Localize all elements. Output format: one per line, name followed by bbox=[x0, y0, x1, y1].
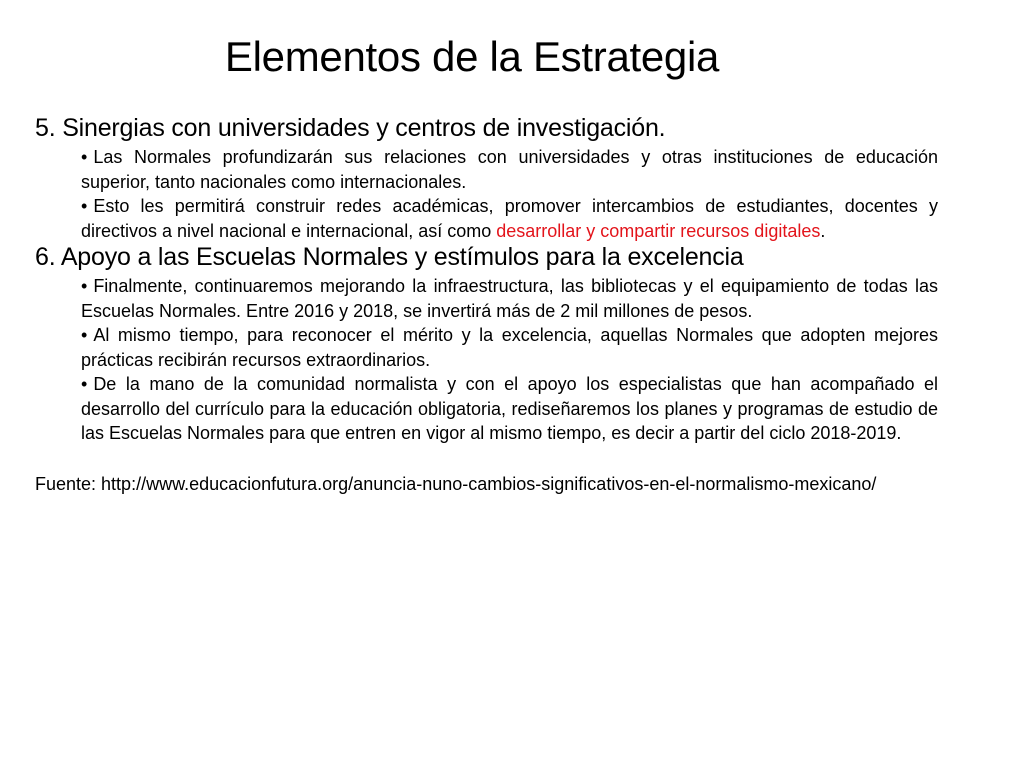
source-citation: Fuente: http://www.educacionfutura.org/anuncia-nuno-cambios-significativos-en-el-normalismo-mexicano/ bbox=[35, 473, 877, 494]
bullet-icon: • bbox=[81, 276, 88, 296]
bullet-item bbox=[81, 274, 938, 323]
bullet-item bbox=[81, 323, 938, 372]
bullet-icon: • bbox=[81, 374, 88, 394]
slide-title: Elementos de la Estrategia bbox=[224, 33, 720, 80]
bullet-item bbox=[81, 194, 938, 243]
section-heading-6: 6. Apoyo a las Escuelas Normales y estímulos para la excelencia bbox=[35, 243, 744, 271]
bullet-item bbox=[81, 145, 938, 194]
slide-content bbox=[35, 112, 938, 514]
bullet-text-end: . bbox=[820, 220, 826, 241]
section-6-bullets bbox=[35, 274, 938, 446]
bullet-text: Las Normales profundizarán sus relaciones con universidades y otras instituciones de educación superior, tanto nacionales como internacionales. bbox=[81, 147, 938, 192]
bullet-text: Esto les permitirá construir redes académicas, promover intercambios de estudiantes, docentes y directivos a nivel nacional e internacional, así como bbox=[81, 196, 938, 241]
section-heading-5: 5. Sinergias con universidades y centros de investigación. bbox=[35, 114, 666, 142]
highlighted-text: desarrollar y compartir recursos digitales bbox=[496, 220, 821, 241]
bullet-item bbox=[81, 372, 938, 446]
bullet-icon: • bbox=[81, 196, 88, 216]
section-5-bullets bbox=[35, 145, 938, 243]
bullet-text: Finalmente, continuaremos mejorando la infraestructura, las bibliotecas y el equipamiento de todas las Escuelas Normales. Entre 2016 y 2018, se invertirá más de 2 mil millones de pesos. bbox=[81, 276, 938, 321]
bullet-text: De la mano de la comunidad normalista y con el apoyo los especialistas que han acompañado el desarrollo del currículo para la educación obligatoria, rediseñaremos los planes y programas de estudio de las Escuelas Normales para que entren en vigor al mismo tiempo, es decir a partir del ciclo 2018-2019. bbox=[81, 374, 938, 443]
bullet-icon: • bbox=[81, 147, 88, 167]
bullet-icon: • bbox=[81, 325, 88, 345]
bullet-text: Al mismo tiempo, para reconocer el mérito y la excelencia, aquellas Normales que adopten mejores prácticas recibirán recursos extraordinarios. bbox=[81, 325, 938, 370]
